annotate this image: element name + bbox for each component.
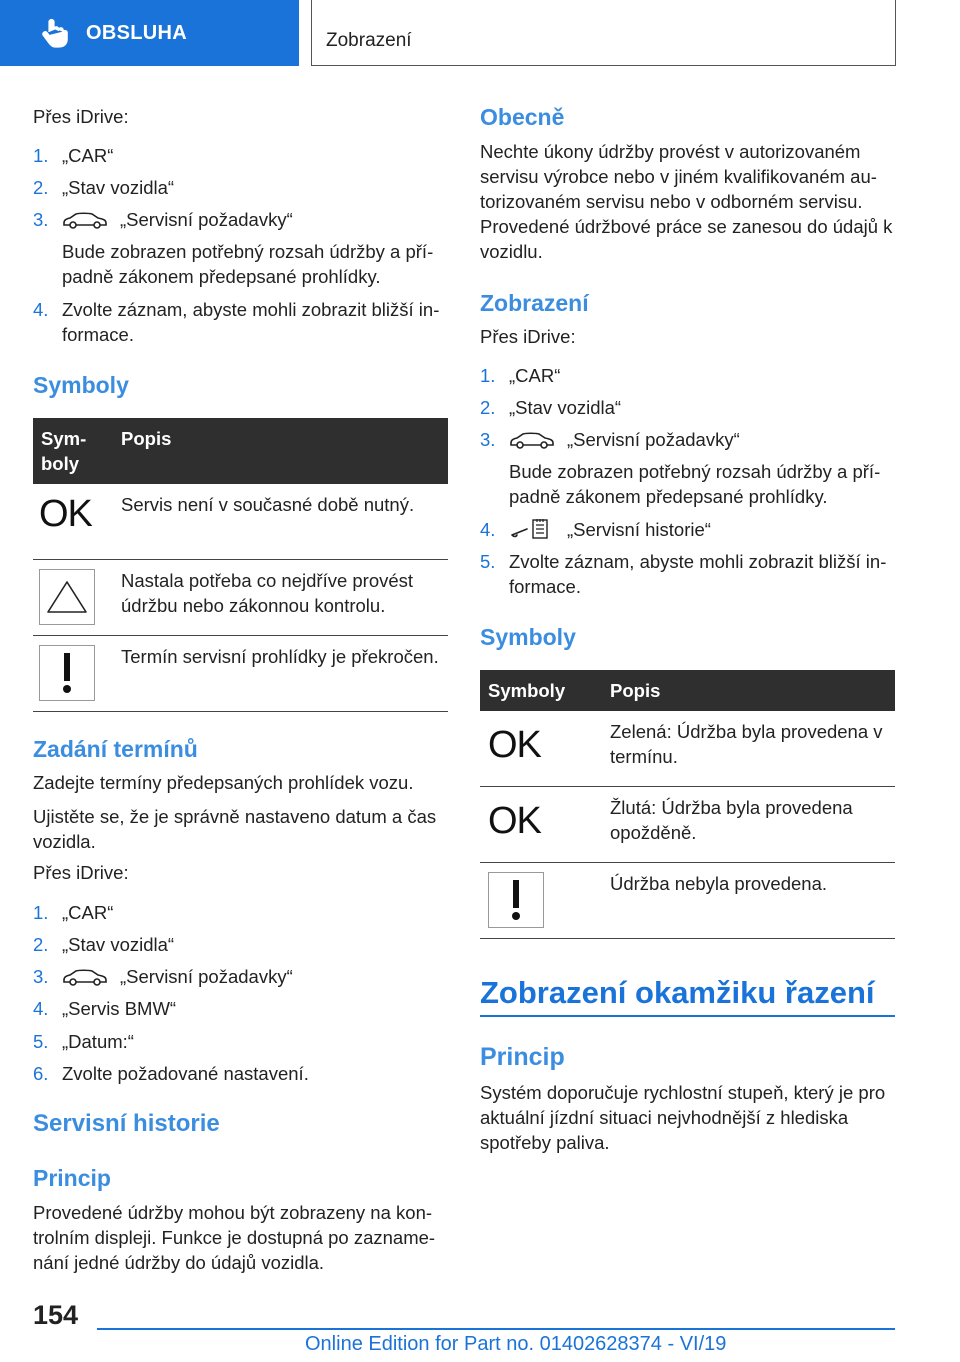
list-text: „Servisní historie“	[567, 519, 711, 540]
list-text: „CAR“	[62, 902, 114, 923]
princip-text: Systém doporučuje rychlostní stupeň, který je pro aktuální jízdní situaci nejvhodnější z hlediska spotřeby paliva.	[480, 1082, 886, 1153]
zadani-text: Ujistěte se, že je správně nastaveno datum a čas vozidla.	[33, 806, 437, 852]
list-text: „Servis BMW“	[62, 998, 177, 1019]
list-text-with-icon	[62, 964, 293, 989]
list-number: 3.	[33, 966, 49, 987]
list-text: Bude zobrazen potřebný rozsah údržby a případně zákonem předepsané prohlídky.	[62, 241, 434, 287]
warning-triangle-icon	[39, 569, 95, 625]
list-text: „Datum:“	[62, 1031, 134, 1052]
list-number: 2.	[33, 177, 49, 198]
list-number: 2.	[33, 934, 49, 955]
table-cell: Žlutá: Údržba byla provedena opožděně.	[602, 786, 895, 862]
exclamation-icon	[488, 872, 544, 928]
table-header-description: Popis	[113, 418, 448, 484]
intro-text: Přes iDrive:	[33, 106, 129, 127]
list-text: „Servisní požadavky“	[120, 209, 293, 230]
list-text: Zvolte záznam, abyste mohli zobrazit bližší informace.	[509, 551, 887, 597]
list-text: „Stav vozidla“	[62, 177, 175, 198]
list-text: Bude zobrazen potřebný rozsah údržby a případně zákonem předepsané prohlídky.	[509, 461, 881, 507]
symbols-heading: Symboly	[33, 372, 129, 398]
table-row	[480, 786, 895, 862]
list-text: „Stav vozidla“	[62, 934, 175, 955]
service-history-icon	[509, 518, 555, 540]
table-cell: Zelená: Údržba byla provedena v termínu.	[602, 711, 895, 786]
list-text: Zvolte požadované nastavení.	[62, 1063, 309, 1084]
zadani-text: Zadejte termíny předepsaných prohlídek vozu.	[33, 772, 414, 793]
list-text: „Stav vozidla“	[509, 397, 622, 418]
car-icon	[509, 431, 555, 449]
list-number: 4.	[33, 998, 49, 1019]
zadani-heading: Zadání termínů	[33, 736, 198, 762]
princip-heading: Princip	[33, 1165, 111, 1191]
list-number: 1.	[33, 902, 49, 923]
ok-icon: OK	[39, 493, 92, 535]
princip-heading: Princip	[480, 1043, 565, 1071]
footer-edition: Online Edition for Part no. 01402628374 - VI/19	[305, 1333, 727, 1355]
table-cell: Servis není v současné době nutný.	[113, 484, 448, 559]
list-number: 5.	[480, 551, 496, 572]
page-number: 154	[33, 1300, 79, 1330]
section-title: Zobrazení	[326, 30, 412, 51]
intro-text: Přes iDrive:	[480, 326, 576, 347]
exclamation-icon	[39, 645, 95, 701]
ok-green-icon: OK	[488, 724, 541, 766]
list-text: „Servisní požadavky“	[120, 966, 293, 987]
table-header-symbols: Symboly	[33, 418, 113, 484]
table-header-description: Popis	[602, 670, 895, 711]
list-text: „Servisní požadavky“	[567, 429, 740, 450]
section-tab	[0, 0, 299, 66]
list-number: 1.	[480, 365, 496, 386]
section-tab-label: OBSLUHA	[86, 21, 187, 44]
zadani-text: Přes iDrive:	[33, 862, 129, 883]
heading-underline	[480, 1015, 895, 1017]
list-text-with-icon	[62, 207, 293, 232]
table-row	[33, 559, 448, 635]
symbols-heading: Symboly	[480, 624, 576, 650]
symbols-table	[33, 418, 448, 712]
table-row	[33, 635, 448, 711]
list-number: 6.	[33, 1063, 49, 1084]
list-text: „CAR“	[62, 145, 114, 166]
zobrazeni-heading: Zobrazení	[480, 290, 589, 316]
obecne-heading: Obecně	[480, 104, 565, 130]
table-cell: Termín servisní prohlídky je překročen.	[113, 635, 448, 711]
list-text: Zvolte záznam, abyste mohli zobrazit bližší informace.	[62, 299, 440, 345]
hand-touch-icon	[40, 18, 68, 48]
list-number: 2.	[480, 397, 496, 418]
okamzik-heading: Zobrazení okamžiku řazení	[480, 975, 875, 1010]
list-text-with-icon	[509, 427, 740, 452]
historie-heading: Servisní historie	[33, 1110, 220, 1137]
list-number: 5.	[33, 1031, 49, 1052]
list-number: 1.	[33, 145, 49, 166]
list-number: 4.	[33, 299, 49, 320]
list-text: „CAR“	[509, 365, 561, 386]
table-row	[480, 862, 895, 938]
obecne-text: Nechte úkony údržby provést v autorizovaném servisu výrobce nebo v jiném kvalifikovaném autorizovaném servisu nebo v odborném servisu. Provedené údržbové práce se zanesou do údajů k vozidlu.	[480, 141, 893, 262]
ok-yellow-icon: OK	[488, 799, 541, 842]
table-cell: Údržba nebyla provedena.	[602, 862, 895, 938]
table-row	[33, 484, 448, 559]
list-number: 3.	[480, 429, 496, 450]
table-row	[480, 711, 895, 786]
princip-text: Provedené údržby mohou být zobrazeny na kontrolním displeji. Funkce je dostupná po zaznamenání jedné údržby do údajů vozidla.	[33, 1202, 436, 1273]
list-text-with-icon	[509, 517, 711, 542]
car-icon	[62, 211, 108, 229]
table-cell: Nastala potřeba co nejdříve provést údržbu nebo zákonnou kontrolu.	[113, 559, 448, 635]
car-icon	[62, 968, 108, 986]
table-header-symbols: Symboly	[480, 670, 602, 711]
list-number: 3.	[33, 209, 49, 230]
symbols-table	[480, 670, 895, 939]
header-title-box	[311, 0, 896, 66]
footer-rule	[97, 1328, 895, 1330]
list-number: 4.	[480, 519, 496, 540]
